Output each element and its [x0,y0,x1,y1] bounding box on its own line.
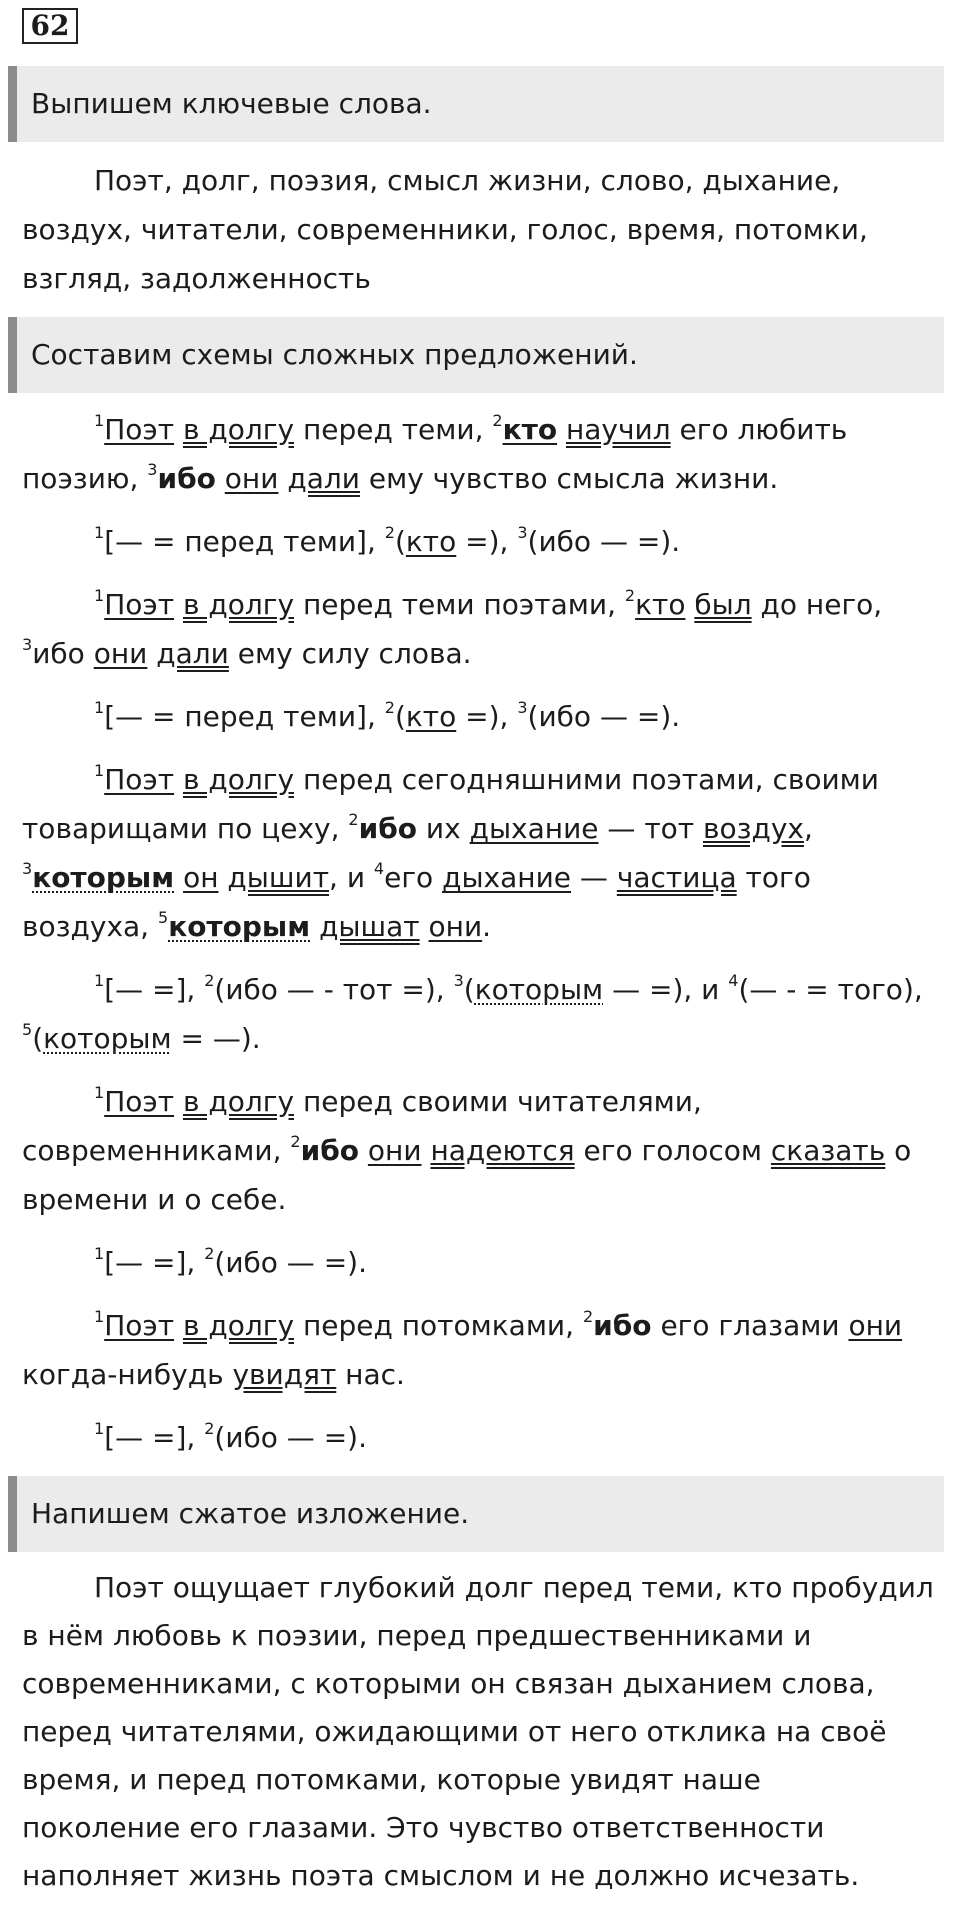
scheme-part: =), [456,525,509,558]
summary-line: в нём любовь к поэзии, перед предшественниками и [22,1619,812,1652]
scheme-part: [— =], [104,1246,196,1279]
scheme-word: кто [405,525,457,558]
conjunction: ибо [358,812,417,845]
subject: они [848,1309,903,1342]
text: перед своими читателями, [294,1085,702,1118]
text: товарищами по цеху, [22,812,340,845]
scheme-3 [0,965,960,1063]
part-number: 1 [94,761,105,780]
predicate: сказать [770,1134,886,1167]
text: — тот [598,812,703,845]
conjunction: ибо [300,1134,359,1167]
subject: они [428,910,483,943]
part-number: 1 [94,1307,105,1326]
sentence-line [0,902,960,951]
text: его [384,861,443,894]
conjunctive-subject: кто [502,413,558,446]
schemes-block [0,405,960,1462]
part-number: 1 [94,1244,105,1263]
sentence-line: времени и о себе. [22,1183,287,1216]
summary-paragraph [0,1564,960,1900]
part-number: 2 [290,1132,301,1151]
part-number: 4 [728,971,739,990]
scheme-2 [0,692,960,741]
scheme-part: = —). [171,1022,261,1055]
subject: Поэт [104,1309,175,1342]
scheme-part: — =), и [603,973,720,1006]
subject: Поэт [104,763,175,796]
subject: Поэт [104,588,175,621]
keywords-line: воздух, читатели, современники, голос, время, потомки, [22,213,868,246]
subject: кто [635,588,686,621]
part-number: 3 [147,460,158,479]
scheme-part: [— = перед теми], [104,525,376,558]
conjunction: ибо [593,1309,652,1342]
predicate: дали [156,637,229,670]
predicate: в долгу [182,588,295,621]
part-number: 2 [204,1419,215,1438]
keywords-line: взгляд, задолженность [22,262,371,295]
sentence-line [0,1077,960,1126]
predicate: в долгу [182,413,295,446]
keywords-line: Поэт, долг, поэзия, смысл жизни, слово, дыхание, [94,164,841,197]
conjunctive-word: которым [32,861,175,894]
scheme-part: [— =], [104,973,196,1006]
scheme-line [0,1413,960,1462]
scheme-part: (ибо — =). [527,700,681,733]
scheme-word: которым [43,1022,172,1055]
part-number: 3 [22,859,33,878]
scheme-line [0,692,960,741]
subject: они [224,462,279,495]
part-number: 3 [517,523,528,542]
part-number: 4 [373,859,385,878]
text: перед теми поэтами, [294,588,616,621]
scheme-part: (ибо — =). [214,1421,367,1454]
text: его голосом [574,1134,771,1167]
text: современниками, [22,1134,282,1167]
part-number: 2 [582,1307,594,1326]
part-number: 3 [453,971,464,990]
part-number: 1 [94,1419,105,1438]
text: , [804,812,813,845]
subject: он [183,861,219,894]
summary-line: Поэт ощущает глубокий долг перед теми, кто пробудил [94,1571,934,1604]
sentence-line [0,1350,960,1399]
part-number: 2 [204,1244,215,1263]
scheme-part: ( [394,700,406,733]
sentence-line [0,1126,960,1175]
part-number: 2 [384,523,395,542]
scheme-part: ( [463,973,475,1006]
sentence-3 [0,755,960,951]
sentence-5 [0,1301,960,1399]
scheme-word: которым [474,973,604,1006]
text: перед теми, [294,413,484,446]
sentence-4 [0,1077,960,1224]
sentence-line [0,804,960,853]
scheme-line [0,1014,960,1063]
predicate: увидят [232,1358,337,1391]
text: его глазами [651,1309,849,1342]
predicate: в долгу [182,763,295,796]
scheme-4 [0,1238,960,1287]
scheme-word: кто [405,700,457,733]
predicate: научил [565,413,671,446]
predicate: дышат [319,910,420,943]
scheme-5 [0,1413,960,1462]
part-number: 1 [94,411,105,430]
subject: Поэт [104,413,175,446]
predicate: частица [616,861,737,894]
conjunctive-word: которым [168,910,311,943]
text: того [736,861,811,894]
text: когда-нибудь [22,1358,233,1391]
part-number: 1 [94,523,105,542]
sentence-line [0,580,960,629]
part-number: 1 [94,698,105,717]
part-number: 2 [384,698,395,717]
part-number: 2 [204,971,215,990]
sentence-2 [0,580,960,678]
text: . [482,910,492,943]
part-number: 5 [22,1020,33,1039]
scheme-part: (ибо — =). [214,1246,367,1279]
summary-line: перед читателями, ожидающими от него отклика на своё [22,1715,887,1748]
sentence-line [0,755,960,804]
part-number: 1 [94,971,105,990]
section-header-summary: Напишем сжатое изложение. [8,1476,944,1552]
part-number: 1 [94,1083,105,1102]
subject: Поэт [104,1085,175,1118]
sentence-line [0,853,960,902]
predicate: дали [287,462,360,495]
conjunction: ибо [32,637,85,670]
text: ему силу слова. [228,637,472,670]
part-number: 2 [492,411,503,430]
scheme-part: ( [32,1022,44,1055]
text: ему чувство смысла жизни. [359,462,779,495]
predicate: в долгу [182,1309,295,1342]
summary-line: современниками, с которыми он связан дыханием слова, [22,1667,875,1700]
subject: дыхание [442,861,572,894]
page-content [0,66,960,1900]
scheme-part: (ибо — - тот =), [214,973,445,1006]
predicate: в долгу [182,1085,295,1118]
section-header-schemes: Составим схемы сложных предложений. [8,317,944,393]
scheme-part: ( [394,525,406,558]
predicate: был [694,588,752,621]
scheme-part: =), [456,700,509,733]
part-number: 2 [624,586,636,605]
summary-line: поколение его глазами. Это чувство ответственности [22,1811,825,1844]
text: о [885,1134,912,1167]
part-number: 3 [22,635,33,654]
text: нас. [336,1358,405,1391]
part-number: 5 [158,908,169,927]
text: — [571,861,617,894]
conjunction: ибо [157,462,216,495]
sentence-line [0,405,960,454]
text: до него, [751,588,883,621]
scheme-line [0,1238,960,1287]
predicate: дышит [227,861,330,894]
summary-line: наполняет жизнь поэта смыслом и не должно исчезать. [22,1859,860,1892]
sentence-line [0,1301,960,1350]
keywords-paragraph [0,156,960,303]
subject: дыхание [469,812,599,845]
scheme-part: [— =], [104,1421,196,1454]
part-number: 3 [517,698,528,717]
text: , и [329,861,374,894]
scheme-line [0,517,960,566]
text: воздуха, [22,910,150,943]
text: его любить [670,413,848,446]
text: перед сегодняшними поэтами, своими [294,763,879,796]
section-header-keywords: Выпишем ключевые слова. [8,66,944,142]
sentence-line [0,454,960,503]
text: перед потомками, [294,1309,575,1342]
exercise-number: 62 [22,8,78,44]
part-number: 2 [348,810,359,829]
scheme-part: (— - = того), [738,973,923,1006]
scheme-1 [0,517,960,566]
scheme-part: (ибо — =). [527,525,681,558]
sentence-1 [0,405,960,503]
summary-line: время, и перед потомками, которые увидят наше [22,1763,761,1796]
text: поэзию, [22,462,139,495]
part-number: 1 [94,586,105,605]
text: их [417,812,470,845]
predicate: надеются [430,1134,575,1167]
subject: они [367,1134,422,1167]
scheme-part: [— = перед теми], [104,700,376,733]
predicate: воздух [702,812,804,845]
subject: они [93,637,148,670]
scheme-line [0,965,960,1014]
sentence-line [0,629,960,678]
